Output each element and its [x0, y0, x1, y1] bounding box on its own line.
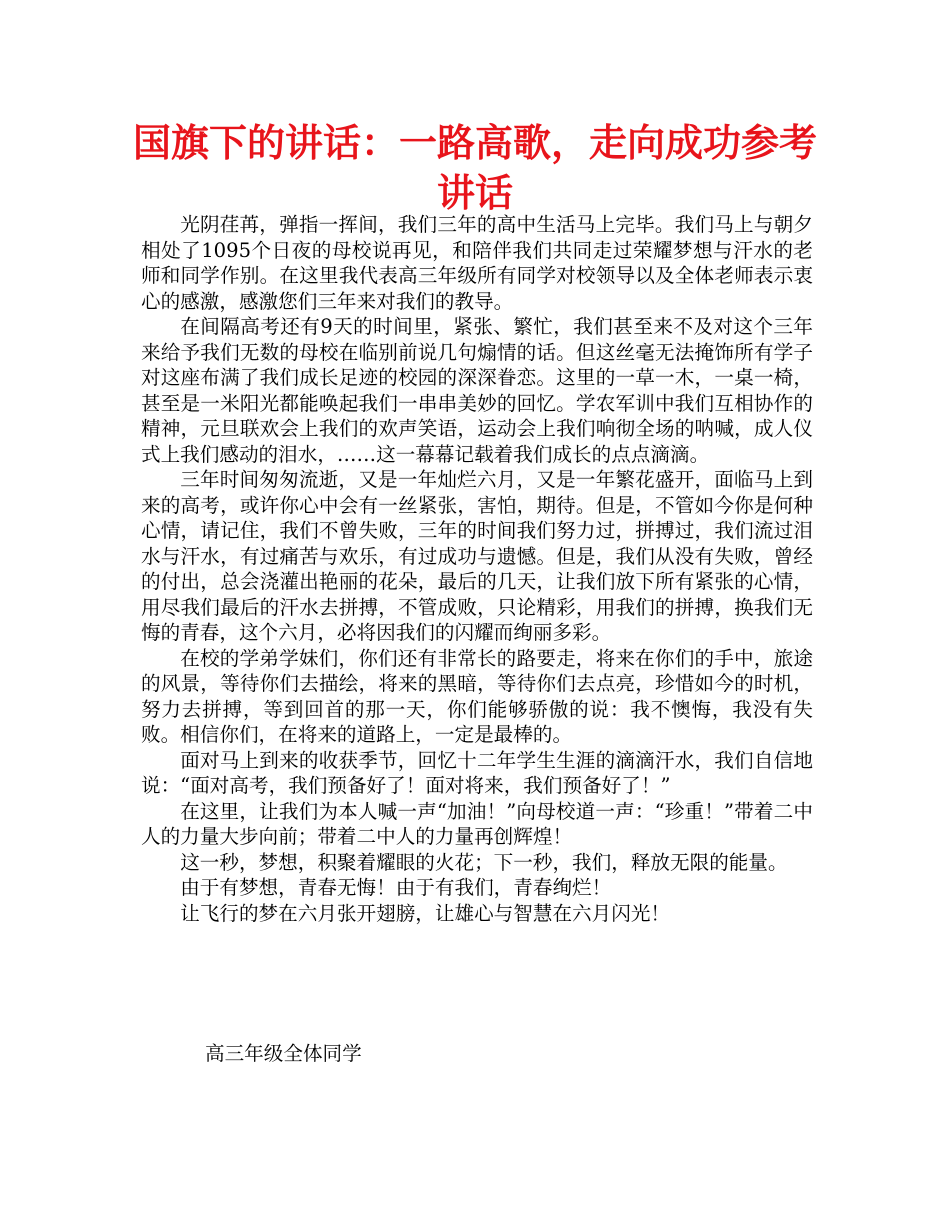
paragraph-8: 由于有梦想，青春无悔！由于有我们，青春绚烂！ [180, 876, 612, 899]
paragraph-3: 三年时间匆匆流逝，又是一年灿烂六月，又是一年繁花盛开，面临马上到来的高考，或许你心中会有一丝紧张，害怕，期待。但是，不管如今你是何种心情，请记住，我们不曾失败，三年的时间我们努力过，拼搏过，我们流过泪水与汗水，有过痛苦与欢乐，有过成功与遗憾。但是，我们从没有失败，曾经的付出，总会浇灌出艳丽的花朵，最后的几天，让我们放下所有紧张的心情，用尽我们最后的汗水去拼搏，不管成败，只论精彩，用我们的拼搏，换我们无悔的青春，这个六月，必将因我们的闪耀而绚丽多彩。 [141, 468, 813, 644]
paragraph-1: 光阴荏苒，弹指一挥间，我们三年的高中生活马上完毕。我们马上与朝夕相处了1095个日夜的母校说再见，和陪伴我们共同走过荣耀梦想与汗水的老师和同学作别。在这里我代表高三年级所有同学对校领导以及全体老师表示衷心的感激，感激您们三年来对我们的教导。 [141, 213, 813, 313]
paragraph-4: 在校的学弟学妹们，你们还有非常长的路要走，将来在你们的手中，旅途的风景，等待你们去描绘，将来的黑暗，等待你们去点亮，珍惜如今的时机，努力去拼搏，等到回首的那一天，你们能够骄傲的说：我不懊悔，我没有失败。相信你们，在将来的道路上，一定是最棒的。 [141, 646, 813, 746]
paragraph-5: 面对马上到来的收获季节，回忆十二年学生生涯的滴滴汗水，我们自信地说：“面对高考，我们预备好了！面对将来，我们预备好了！” [141, 748, 813, 797]
paragraph-7: 这一秒，梦想，积聚着耀眼的火花；下一秒，我们，释放无限的能量。 [180, 850, 788, 874]
paragraph-6: 在这里，让我们为本人喊一声“加油！”向母校道一声：“珍重！”带着二中人的力量大步向前；带着二中人的力量再创辉煌！ [141, 799, 813, 848]
document-title: 国旗下的讲话：一路高歌，走向成功参考讲话 [132, 121, 817, 215]
signature: 高三年级全体同学 [205, 1042, 362, 1065]
paragraph-9: 让飞行的梦在六月张开翅膀，让雄心与智慧在六月闪光！ [180, 901, 671, 925]
paragraph-2: 在间隔高考还有9天的时间里，紧张、繁忙，我们甚至来不及对这个三年来给予我们无数的母校在临别前说几句煽情的话。但这丝毫无法掩饰所有学子对这座布满了我们成长足迹的校园的深深眷恋。这里的一草一木，一桌一椅，甚至是一米阳光都能唤起我们一串串美妙的回忆。学农军训中我们互相协作的精神，元旦联欢会上我们的欢声笑语，运动会上我们响彻全场的呐喊，成人仪式上我们感动的泪水，……这一幕幕记载着我们成长的点点滴滴。 [141, 315, 813, 466]
document-body [141, 212, 813, 926]
